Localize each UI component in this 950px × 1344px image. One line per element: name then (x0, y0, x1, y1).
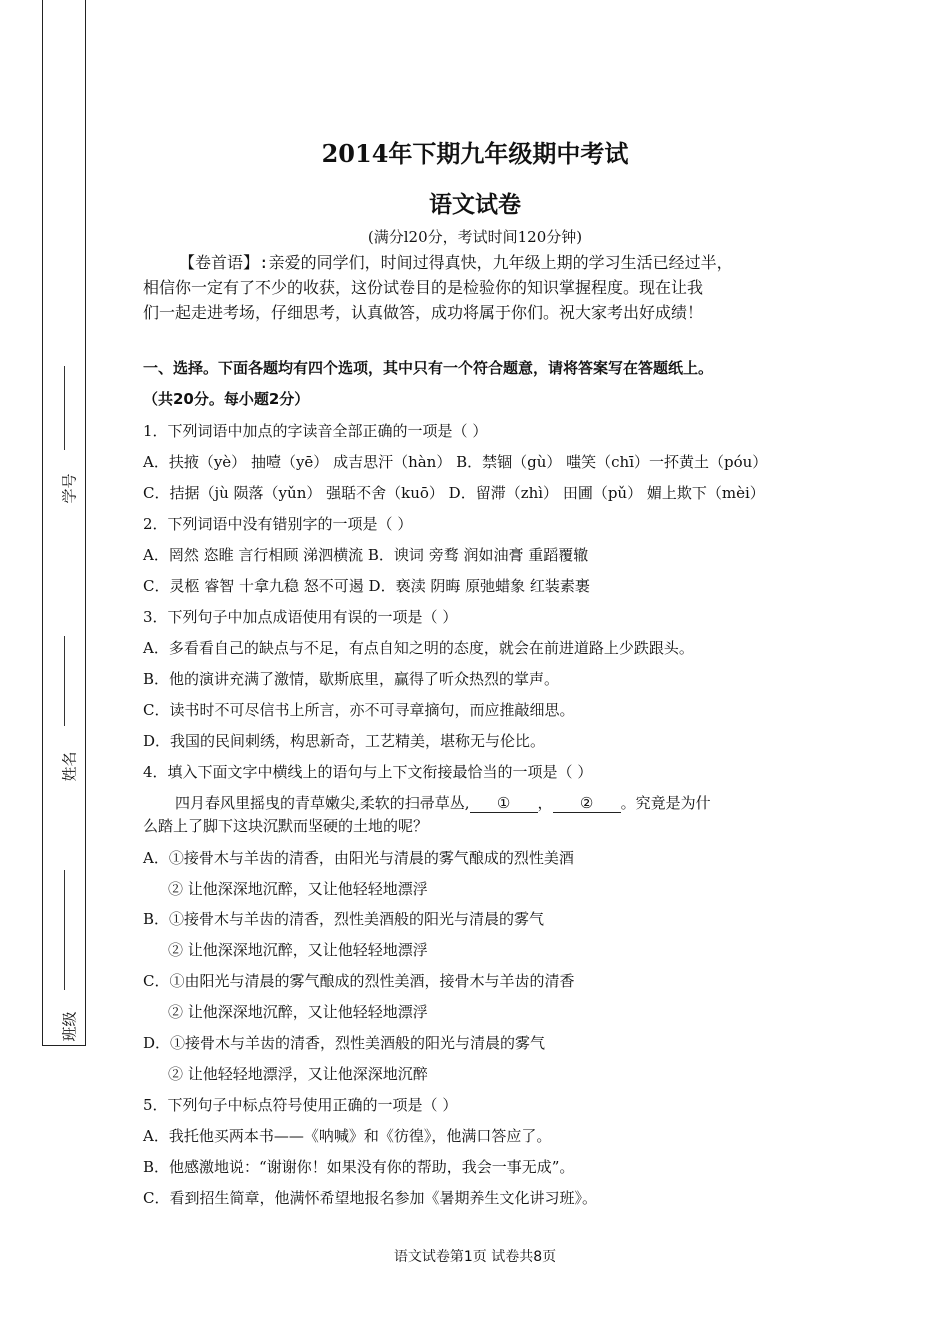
option-line: C．①由阳光与清晨的雾气酿成的烈性美酒，接骨木与羊齿的清香 (143, 972, 575, 990)
option-line: ② 让他深深地沉醉，又让他轻轻地漂浮 (168, 941, 428, 959)
exam-subtitle: 语文试卷 (429, 191, 521, 218)
option-line: C．看到招生简章，他满怀希望地报名参加《暑期养生文化讲习班》。 (143, 1189, 597, 1207)
option-line: D．①接骨木与羊齿的清香，烈性美酒般的阳光与清晨的雾气 (143, 1034, 546, 1052)
option-line: D．我国的民间刺绣，构思新奇，工艺精美，堪称无与伦比。 (143, 732, 546, 750)
banji-line (64, 870, 65, 990)
intro-paragraph (143, 250, 803, 325)
option-line: B．他感激地说：“谢谢你！如果没有你的帮助，我会一事无成”。 (143, 1158, 575, 1176)
intro-line: 【卷首语】:亲爱的同学们，时间过得真快，九年级上期的学习生活已经过半， (179, 253, 733, 272)
label-xuehao: 学号 (60, 473, 79, 504)
score-note: (满分l20分，考试时间120分钟) (367, 228, 583, 246)
option-line: ② 让他深深地沉醉，又让他轻轻地漂浮 (168, 1003, 428, 1021)
blank-1: ① (470, 794, 538, 813)
question-line: 5．下列句子中标点符号使用正确的一项是（ ） (143, 1096, 458, 1114)
label-xingming: 姓名 (60, 751, 79, 782)
question-line: 2．下列词语中没有错别字的一项是（ ） (143, 515, 413, 533)
section-subheading: （共20分。每小题2分） (143, 390, 310, 408)
option-line: B．①接骨木与羊齿的清香，烈性美酒般的阳光与清晨的雾气 (143, 910, 545, 928)
exam-title: 2014年下期九年级期中考试 (321, 139, 629, 168)
option-line: ② 让他深深地沉醉，又让他轻轻地漂浮 (168, 880, 428, 898)
option-line: A．我托他买两本书——《呐喊》和《彷徨》，他满口答应了。 (143, 1127, 552, 1145)
section-heading: 一、选择。下面各题均有四个选项，其中只有一个符合题意，请将答案写在答题纸上。 (143, 359, 714, 377)
option-line: A．罔然 恣睢 言行相顾 涕泗横流 B．谀词 旁骛 润如油膏 重蹈覆辙 (143, 546, 589, 564)
q4-passage-text: 四月春风里摇曳的青草嫩尖,柔软的扫帚草丛, (175, 794, 470, 812)
option-line: A．多看看自己的缺点与不足，有点自知之明的态度，就会在前进道路上少跌跟头。 (143, 639, 694, 657)
q4-passage: 四月春风里摇曳的青草嫩尖,柔软的扫帚草丛, ① ， ② 。究竟是为什 (175, 794, 711, 812)
question-line: 4．填入下面文字中横线上的语句与上下文衔接最恰当的一项是（ ） (143, 763, 593, 781)
option-line: ② 让他轻轻地漂浮，又让他深深地沉醉 (168, 1065, 428, 1083)
option-line: C．灵柩 睿智 十拿九稳 怒不可遏 D．亵渎 阴晦 原弛蜡象 红装素裹 (143, 577, 590, 595)
q4-passage-text: 。究竟是为什 (620, 794, 711, 812)
option-line: A．扶掖（yè） 抽噎（yē） 成吉思汗（hàn） B．禁锢（gù） 嗤笑（chī）一抔黄土（póu） (143, 453, 768, 471)
intro-line: 相信你一定有了不少的收获，这份试卷目的是检验你的知识掌握程度。现在让我 (143, 278, 704, 297)
intro-line: 们一起走进考场，仔细思考，认真做答，成功将属于你们。祝大家考出好成绩！ (143, 303, 704, 322)
option-line: B．他的演讲充满了激情，歇斯底里，赢得了听众热烈的掌声。 (143, 670, 560, 688)
q4-passage-line2: 么踏上了脚下这块沉默而坚硬的土地的呢？ (143, 817, 429, 835)
xingming-line (64, 636, 65, 726)
xuehao-line (64, 366, 65, 450)
blank-2: ② (553, 794, 621, 813)
question-line: 3．下列句子中加点成语使用有误的一项是（ ） (143, 608, 458, 626)
question-line: 1．下列词语中加点的字读音全部正确的一项是（ ） (143, 422, 488, 440)
page-footer: 语文试卷第1页 试卷共8页 (393, 1249, 557, 1265)
option-line: C．拮据（jù 陨落（yǔn） 强聒不舍（kuō） D．留滞（zhì） 田圃（pǔ） 媚上欺下（mèi） (143, 484, 765, 502)
option-line: C．读书时不可尽信书上所言，亦不可寻章摘句，而应推敲细思。 (143, 701, 575, 719)
option-line: A．①接骨木与羊齿的清香，由阳光与清晨的雾气酿成的烈性美酒 (143, 849, 574, 867)
label-banji: 班级 (60, 1011, 79, 1042)
